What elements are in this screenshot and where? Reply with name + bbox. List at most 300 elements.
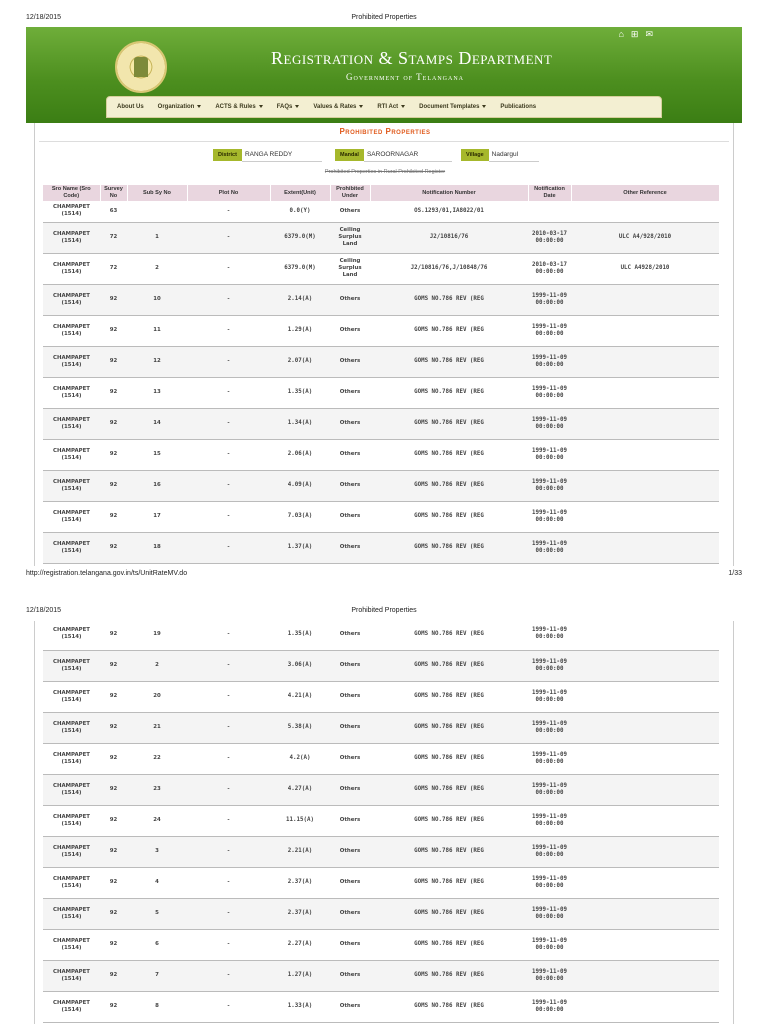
table-cell: - [187, 743, 270, 774]
table-row [43, 501, 719, 532]
table-cell: - [187, 991, 270, 1022]
table-cell: 7 [127, 960, 187, 991]
table-cell: CHAMPAPET (1514) [43, 201, 100, 222]
table-cell: 92 [100, 743, 127, 774]
district-value: RANGA REDDY [242, 148, 322, 162]
table-cell: 1999-11-09 00:00:00 [528, 960, 571, 991]
column-header: Sro Name (Sro Code) [43, 185, 100, 201]
column-header: Prohibited Under [330, 185, 370, 201]
table-cell: 14 [127, 408, 187, 439]
print-date: 12/18/2015 [26, 14, 62, 21]
table-cell: 2.27(A) [270, 929, 330, 960]
table-row [43, 743, 719, 774]
table-cell: 92 [100, 774, 127, 805]
table-cell [571, 201, 719, 222]
table-cell: 1999-11-09 00:00:00 [528, 867, 571, 898]
table-cell: - [187, 898, 270, 929]
table-cell: J2/10816/76,J/10848/76 [370, 253, 528, 284]
table-cell: 7.03(A) [270, 501, 330, 532]
village-filter[interactable] [461, 148, 539, 162]
table-cell: Others [330, 929, 370, 960]
table-cell [571, 774, 719, 805]
table-cell: CHAMPAPET (1514) [43, 621, 100, 650]
table-cell: CHAMPAPET (1514) [43, 408, 100, 439]
table-cell [571, 315, 719, 346]
table-cell [571, 743, 719, 774]
table-cell: GOMS NO.786 REV (REG [370, 377, 528, 408]
page-two [26, 621, 742, 1024]
table-cell: 1999-11-09 00:00:00 [528, 346, 571, 377]
table-cell: 1999-11-09 00:00:00 [528, 805, 571, 836]
table-cell [571, 805, 719, 836]
table-cell: 4 [127, 867, 187, 898]
column-header: Sub Sy No [127, 185, 187, 201]
table-cell: Others [330, 439, 370, 470]
table-cell: Others [330, 621, 370, 650]
table-cell: 1999-11-09 00:00:00 [528, 712, 571, 743]
table-cell: 92 [100, 621, 127, 650]
table-cell: 92 [100, 650, 127, 681]
table-cell: Others [330, 501, 370, 532]
village-value: Nadargul [489, 148, 539, 162]
table-cell: Others [330, 470, 370, 501]
table-cell: 5.38(A) [270, 712, 330, 743]
sitemap-icon[interactable]: ⊞ [630, 29, 646, 39]
table-cell: GOMS NO.786 REV (REG [370, 836, 528, 867]
table-cell: 20 [127, 681, 187, 712]
table-cell: - [187, 712, 270, 743]
table-cell: Others [330, 991, 370, 1022]
table-cell: 13 [127, 377, 187, 408]
table-cell: GOMS NO.786 REV (REG [370, 991, 528, 1022]
table-cell [528, 201, 571, 222]
table-cell: 2.37(A) [270, 867, 330, 898]
mandal-value: SAROORNAGAR [364, 148, 452, 162]
table-cell: 16 [127, 470, 187, 501]
table-cell: GOMS NO.786 REV (REG [370, 621, 528, 650]
department-subtitle: Government of Telangana [346, 72, 464, 82]
table-cell: Others [330, 836, 370, 867]
nav-item-acts-rules[interactable]: ACTS & Rules [215, 104, 262, 110]
table-cell: - [187, 774, 270, 805]
table-cell: GOMS NO.786 REV (REG [370, 898, 528, 929]
table-cell: GOMS NO.786 REV (REG [370, 408, 528, 439]
table-cell: 2.37(A) [270, 898, 330, 929]
table-cell: - [187, 650, 270, 681]
table-cell: - [187, 929, 270, 960]
table-cell: CHAMPAPET (1514) [43, 867, 100, 898]
table-cell: 22 [127, 743, 187, 774]
table-cell: 21 [127, 712, 187, 743]
table-cell: 3 [127, 836, 187, 867]
table-cell: 8 [127, 991, 187, 1022]
table-cell: Others [330, 960, 370, 991]
table-cell: 92 [100, 532, 127, 563]
table-cell: 15 [127, 439, 187, 470]
village-label: Village [461, 149, 489, 161]
table-cell: 4.09(A) [270, 470, 330, 501]
table-row [43, 774, 719, 805]
table-cell: 72 [100, 253, 127, 284]
chevron-down-icon [197, 105, 201, 108]
table-cell: GOMS NO.786 REV (REG [370, 284, 528, 315]
print-title-2: Prohibited Properties [351, 607, 417, 614]
table-cell: 1 [127, 222, 187, 253]
table-cell [571, 346, 719, 377]
table-cell: 1999-11-09 00:00:00 [528, 439, 571, 470]
table-cell: 2 [127, 650, 187, 681]
table-cell: J2/10816/76 [370, 222, 528, 253]
table-cell: 92 [100, 960, 127, 991]
table-row [43, 898, 719, 929]
table-cell: - [187, 284, 270, 315]
table-cell [127, 201, 187, 222]
table-cell: 0.0(Y) [270, 201, 330, 222]
table-cell: 1999-11-09 00:00:00 [528, 991, 571, 1022]
table-row [43, 836, 719, 867]
table-cell: Others [330, 408, 370, 439]
table-cell: 92 [100, 470, 127, 501]
table-cell: Others [330, 681, 370, 712]
table-cell: 12 [127, 346, 187, 377]
page-one [26, 27, 742, 566]
table-row [43, 532, 719, 563]
table-cell: 1999-11-09 00:00:00 [528, 470, 571, 501]
table-cell: 1999-11-09 00:00:00 [528, 836, 571, 867]
table-cell [571, 439, 719, 470]
table-cell: CHAMPAPET (1514) [43, 991, 100, 1022]
district-filter[interactable] [213, 148, 322, 162]
chevron-down-icon [259, 105, 263, 108]
table-cell: - [187, 222, 270, 253]
table-cell [571, 408, 719, 439]
table-row [43, 712, 719, 743]
table-cell: GOMS NO.786 REV (REG [370, 439, 528, 470]
table-cell: 4.27(A) [270, 774, 330, 805]
table-cell: Others [330, 315, 370, 346]
table-cell: - [187, 315, 270, 346]
table-cell: CHAMPAPET (1514) [43, 253, 100, 284]
table-cell [571, 621, 719, 650]
table-cell: OS.1293/01,IA8022/01 [370, 201, 528, 222]
table-cell: 92 [100, 681, 127, 712]
column-header: Notification Number [370, 185, 528, 201]
table-cell: Others [330, 650, 370, 681]
print-url[interactable]: http://registration.telangana.gov.in/ts/UnitRateMV.do [26, 570, 188, 577]
table-row [43, 805, 719, 836]
chevron-down-icon [359, 105, 363, 108]
table-cell: GOMS NO.786 REV (REG [370, 681, 528, 712]
table-cell: Others [330, 284, 370, 315]
table-row [43, 201, 719, 222]
table-row [43, 222, 719, 253]
table-cell: 1999-11-09 00:00:00 [528, 650, 571, 681]
table-cell: 6379.0(M) [270, 253, 330, 284]
table-cell: ULC A4928/2010 [571, 253, 719, 284]
table-cell: Ceiling Surplus Land [330, 222, 370, 253]
table-cell: GOMS NO.786 REV (REG [370, 867, 528, 898]
table-cell: CHAMPAPET (1514) [43, 501, 100, 532]
table-cell: 92 [100, 836, 127, 867]
column-header: Survey No [100, 185, 127, 201]
table-cell [571, 681, 719, 712]
table-row [43, 960, 719, 991]
table-cell: GOMS NO.786 REV (REG [370, 805, 528, 836]
column-header: Plot No [187, 185, 270, 201]
section-title: Prohibited Properties [339, 127, 431, 136]
table-cell: 1.34(A) [270, 408, 330, 439]
home-icon[interactable]: ⌂ [618, 29, 631, 39]
table-cell [571, 836, 719, 867]
table-cell: - [187, 201, 270, 222]
table-cell: 4.21(A) [270, 681, 330, 712]
chevron-down-icon [401, 105, 405, 108]
table-cell: 92 [100, 712, 127, 743]
table-cell [571, 501, 719, 532]
table-cell: 92 [100, 315, 127, 346]
table-cell: Others [330, 867, 370, 898]
table-cell: 10 [127, 284, 187, 315]
table-cell [571, 377, 719, 408]
table-cell [571, 898, 719, 929]
table-cell: 1.27(A) [270, 960, 330, 991]
table-cell: CHAMPAPET (1514) [43, 805, 100, 836]
table-row [43, 408, 719, 439]
telangana-seal-logo [115, 41, 167, 93]
print-title: Prohibited Properties [351, 14, 417, 21]
table-cell: 92 [100, 284, 127, 315]
table-cell: - [187, 253, 270, 284]
nav-item-rti-act[interactable]: RTI Act [377, 104, 405, 110]
table-cell: 2010-03-17 00:00:00 [528, 253, 571, 284]
nav-item-faqs[interactable]: FAQs [277, 104, 300, 110]
table-row [43, 315, 719, 346]
table-cell: - [187, 621, 270, 650]
mandal-filter[interactable] [335, 148, 452, 162]
table-cell: 1999-11-09 00:00:00 [528, 681, 571, 712]
table-cell [571, 991, 719, 1022]
table-cell: 2.06(A) [270, 439, 330, 470]
table-cell: 72 [100, 222, 127, 253]
table-cell: 63 [100, 201, 127, 222]
register-caption: Prohibited Properties in Rural Prohibited Register [324, 169, 446, 175]
table-cell: 2.14(A) [270, 284, 330, 315]
table-cell: 1999-11-09 00:00:00 [528, 743, 571, 774]
table-row [43, 377, 719, 408]
table-cell: 2.07(A) [270, 346, 330, 377]
column-header: Other Reference [571, 185, 719, 201]
table-cell: 1999-11-09 00:00:00 [528, 532, 571, 563]
table-cell: 1.29(A) [270, 315, 330, 346]
nav-item-values-rates[interactable]: Values & Rates [313, 104, 363, 110]
table-cell: 1.33(A) [270, 991, 330, 1022]
table-cell: 1999-11-09 00:00:00 [528, 898, 571, 929]
table-cell: CHAMPAPET (1514) [43, 929, 100, 960]
table-cell [571, 532, 719, 563]
table-cell: GOMS NO.786 REV (REG [370, 315, 528, 346]
table-cell: 2010-03-17 00:00:00 [528, 222, 571, 253]
table-cell: - [187, 408, 270, 439]
table-row [43, 650, 719, 681]
table-cell [571, 284, 719, 315]
table-cell: 5 [127, 898, 187, 929]
table-cell: - [187, 532, 270, 563]
table-cell: 92 [100, 501, 127, 532]
table-cell: CHAMPAPET (1514) [43, 532, 100, 563]
table-cell: 1999-11-09 00:00:00 [528, 315, 571, 346]
table-cell: 1999-11-09 00:00:00 [528, 408, 571, 439]
table-cell: 1999-11-09 00:00:00 [528, 284, 571, 315]
table-cell: GOMS NO.786 REV (REG [370, 743, 528, 774]
table-cell: 92 [100, 377, 127, 408]
table-cell: CHAMPAPET (1514) [43, 222, 100, 253]
table-cell: Others [330, 898, 370, 929]
table-cell: GOMS NO.786 REV (REG [370, 774, 528, 805]
district-label: District [213, 149, 242, 161]
table-cell: CHAMPAPET (1514) [43, 650, 100, 681]
table-cell: - [187, 377, 270, 408]
table-cell: Others [330, 532, 370, 563]
table-row [43, 867, 719, 898]
table-cell: Ceiling Surplus Land [330, 253, 370, 284]
table-cell: CHAMPAPET (1514) [43, 346, 100, 377]
table-cell: GOMS NO.786 REV (REG [370, 650, 528, 681]
table-cell: GOMS NO.786 REV (REG [370, 960, 528, 991]
table-cell: 92 [100, 439, 127, 470]
table-cell: GOMS NO.786 REV (REG [370, 712, 528, 743]
table-cell: 19 [127, 621, 187, 650]
print-date-2: 12/18/2015 [26, 607, 62, 614]
table-row [43, 470, 719, 501]
table-cell: 1.37(A) [270, 532, 330, 563]
table-cell: 6 [127, 929, 187, 960]
table-cell: 92 [100, 898, 127, 929]
table-cell: CHAMPAPET (1514) [43, 743, 100, 774]
table-cell [571, 712, 719, 743]
table-row [43, 929, 719, 960]
nav-item-organization[interactable]: Organization [158, 104, 202, 110]
nav-item-document-templates[interactable]: Document Templates [419, 104, 486, 110]
table-row [43, 346, 719, 377]
nav-item-about-us[interactable]: About Us [117, 104, 144, 110]
table-cell: GOMS NO.786 REV (REG [370, 532, 528, 563]
table-cell: - [187, 836, 270, 867]
table-cell: 1999-11-09 00:00:00 [528, 377, 571, 408]
table-cell: ULC A4/928/2010 [571, 222, 719, 253]
table-cell: CHAMPAPET (1514) [43, 712, 100, 743]
table-cell: 23 [127, 774, 187, 805]
table-cell: - [187, 346, 270, 377]
chevron-down-icon [295, 105, 299, 108]
table-cell: 92 [100, 991, 127, 1022]
department-title: Registration & Stamps Department [271, 48, 553, 68]
table-cell [571, 650, 719, 681]
table-cell: 2.21(A) [270, 836, 330, 867]
table-row [43, 253, 719, 284]
table-cell: - [187, 960, 270, 991]
table-cell: 1999-11-09 00:00:00 [528, 501, 571, 532]
table-cell: 1999-11-09 00:00:00 [528, 929, 571, 960]
table-cell: CHAMPAPET (1514) [43, 681, 100, 712]
table-cell: GOMS NO.786 REV (REG [370, 346, 528, 377]
table-cell: 17 [127, 501, 187, 532]
table-cell: - [187, 867, 270, 898]
main-nav [106, 96, 662, 118]
table-cell: 92 [100, 408, 127, 439]
table-cell: Others [330, 346, 370, 377]
table-cell: 3.06(A) [270, 650, 330, 681]
table-cell: 92 [100, 805, 127, 836]
table-cell [571, 960, 719, 991]
prohibited-properties-table [43, 185, 720, 564]
table-cell: Others [330, 712, 370, 743]
table-cell: - [187, 470, 270, 501]
table-row [43, 681, 719, 712]
table-cell: 2 [127, 253, 187, 284]
table-cell: CHAMPAPET (1514) [43, 315, 100, 346]
table-cell: 4.2(A) [270, 743, 330, 774]
mail-icon[interactable]: ✉ [645, 29, 660, 39]
table-cell: - [187, 501, 270, 532]
table-cell: 11.15(A) [270, 805, 330, 836]
table-cell: 92 [100, 346, 127, 377]
table-cell: CHAMPAPET (1514) [43, 284, 100, 315]
table-cell: Others [330, 743, 370, 774]
table-cell: CHAMPAPET (1514) [43, 836, 100, 867]
table-row [43, 439, 719, 470]
table-cell: 11 [127, 315, 187, 346]
nav-item-publications[interactable]: Publications [500, 104, 537, 110]
table-cell: Others [330, 201, 370, 222]
table-cell: 18 [127, 532, 187, 563]
table-cell: GOMS NO.786 REV (REG [370, 501, 528, 532]
table-cell: 1.35(A) [270, 621, 330, 650]
chevron-down-icon [482, 105, 486, 108]
table-cell: 1.35(A) [270, 377, 330, 408]
table-cell: GOMS NO.786 REV (REG [370, 470, 528, 501]
table-row [43, 621, 719, 650]
table-cell: GOMS NO.786 REV (REG [370, 929, 528, 960]
table-cell: 24 [127, 805, 187, 836]
table-cell: CHAMPAPET (1514) [43, 898, 100, 929]
table-cell: Others [330, 774, 370, 805]
column-header: Notification Date [528, 185, 571, 201]
table-cell: CHAMPAPET (1514) [43, 439, 100, 470]
mandal-label: Mandal [335, 149, 364, 161]
table-row [43, 991, 719, 1022]
prohibited-properties-table-continued [43, 621, 719, 1023]
table-cell [571, 867, 719, 898]
print-page-number: 1/33 [728, 570, 742, 577]
table-cell: Others [330, 377, 370, 408]
site-header [26, 27, 742, 123]
column-header: Extent(Unit) [270, 185, 330, 201]
table-cell: CHAMPAPET (1514) [43, 377, 100, 408]
table-cell: 92 [100, 929, 127, 960]
table-cell: Others [330, 805, 370, 836]
table-cell: 6379.0(M) [270, 222, 330, 253]
table-cell: - [187, 681, 270, 712]
table-cell: - [187, 805, 270, 836]
table-cell: CHAMPAPET (1514) [43, 960, 100, 991]
table-cell: 1999-11-09 00:00:00 [528, 621, 571, 650]
header-icons [618, 29, 660, 40]
table-cell: CHAMPAPET (1514) [43, 774, 100, 805]
table-cell: 92 [100, 867, 127, 898]
table-header-row [43, 185, 719, 201]
table-cell [571, 929, 719, 960]
table-cell: 1999-11-09 00:00:00 [528, 774, 571, 805]
